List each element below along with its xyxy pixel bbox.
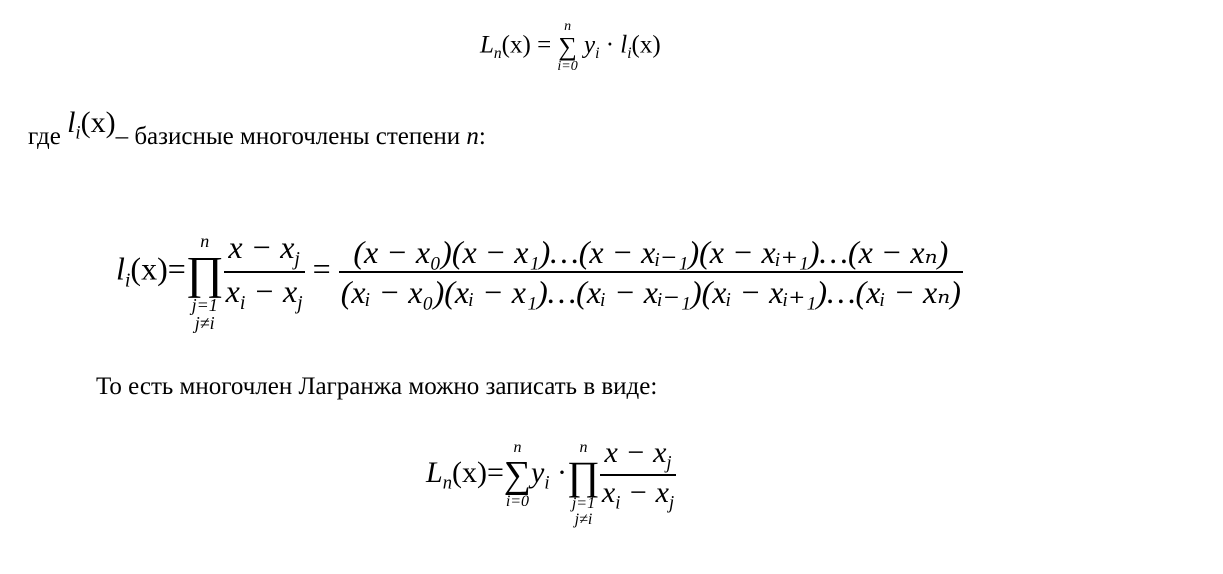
formula3-frac-num: $x - x_j$ bbox=[604, 435, 672, 473]
formula3-dot: · bbox=[556, 455, 567, 489]
formula2-fraction bbox=[224, 229, 305, 315]
formula1-sum-lower: i=0 bbox=[557, 59, 578, 74]
formula1-basis-arg: (x) bbox=[631, 31, 661, 59]
product-symbol: ∏ bbox=[566, 453, 600, 498]
formula3-lhs-sub: n bbox=[442, 472, 452, 494]
formula3-frac-den: $x_i - x_j$ bbox=[601, 476, 675, 514]
line2-text: – базисные многочлены степени bbox=[115, 123, 461, 150]
formula3-product bbox=[567, 440, 600, 528]
formula2-prod-upper: n bbox=[200, 231, 210, 251]
formula3-equals: = bbox=[486, 455, 504, 489]
formula3-body-sub: i bbox=[544, 472, 550, 494]
line2-func: $l_i(x)$ bbox=[67, 106, 116, 144]
formula3-sum-lower: i=0 bbox=[505, 493, 530, 510]
formula1-arg: (x) bbox=[501, 31, 531, 59]
formula-lagrange-polynomial bbox=[480, 20, 661, 74]
sum-symbol: ∑ bbox=[558, 32, 577, 61]
line2-colon: : bbox=[478, 123, 486, 150]
formula3-sum-upper: n bbox=[513, 439, 522, 456]
formula2-product bbox=[186, 232, 224, 332]
formula2-lhs-sub: i bbox=[124, 269, 131, 292]
formula2-equals2: = bbox=[312, 250, 331, 287]
formula2-lhs: l bbox=[116, 250, 125, 287]
formula1-lhs-sub: n bbox=[493, 45, 502, 63]
formula3-sum bbox=[504, 440, 531, 510]
formula3-fraction bbox=[600, 436, 676, 515]
formula-lagrange-full bbox=[426, 422, 676, 528]
formula1-dot: · bbox=[605, 31, 615, 59]
line2-prefix: где bbox=[28, 123, 61, 150]
formula2-big-fraction bbox=[339, 233, 963, 311]
formula1-equals: = bbox=[537, 31, 552, 59]
formula1-basis: l bbox=[620, 31, 628, 59]
basis-description-line bbox=[28, 106, 486, 157]
formula3-prod-upper: n bbox=[579, 439, 588, 456]
lagrange-form-line bbox=[96, 373, 657, 401]
formula3-prod-lower2: j≠i bbox=[574, 511, 593, 528]
formula1-sum-upper: n bbox=[564, 19, 572, 34]
formula2-big-den: (xᵢ − x₀)(xᵢ − x₁)…(xᵢ − xᵢ₋₁)(xᵢ − xᵢ₊₁)…(xᵢ − xₙ) bbox=[340, 274, 961, 310]
formula2-arg: (x) bbox=[130, 250, 168, 287]
sum-symbol: ∑ bbox=[503, 454, 531, 496]
formula1-lhs: L bbox=[480, 31, 494, 59]
formula3-prod-lower1: j=1 bbox=[571, 495, 596, 512]
formula1-sum bbox=[557, 20, 577, 74]
formula1-body: y bbox=[584, 31, 596, 59]
formula3-arg: (x) bbox=[451, 455, 487, 489]
formula1-body-sub: i bbox=[595, 45, 600, 63]
formula2-equals: = bbox=[167, 250, 186, 287]
line3-text: То есть многочлен Лагранжа можно записать в виде: bbox=[96, 373, 658, 400]
formula2-prod-lower1: j=1 bbox=[191, 295, 218, 315]
formula3-body: y bbox=[530, 455, 545, 489]
formula1-basis-sub: i bbox=[627, 45, 632, 63]
formula2-frac-den: $x_i - x_j$ bbox=[225, 273, 303, 314]
formula2-frac-num: $x - x_j$ bbox=[228, 229, 300, 270]
line2-var: n bbox=[466, 123, 479, 150]
formula3-lhs: L bbox=[426, 455, 443, 489]
formula2-prod-lower2: j≠i bbox=[194, 313, 215, 333]
product-symbol: ∏ bbox=[185, 247, 224, 298]
formula2-big-num: (x − x₀)(x − x₁)…(x − xᵢ₋₁)(x − xᵢ₊₁)…(x − xₙ) bbox=[353, 234, 949, 270]
formula-basis-polynomial bbox=[116, 212, 963, 332]
